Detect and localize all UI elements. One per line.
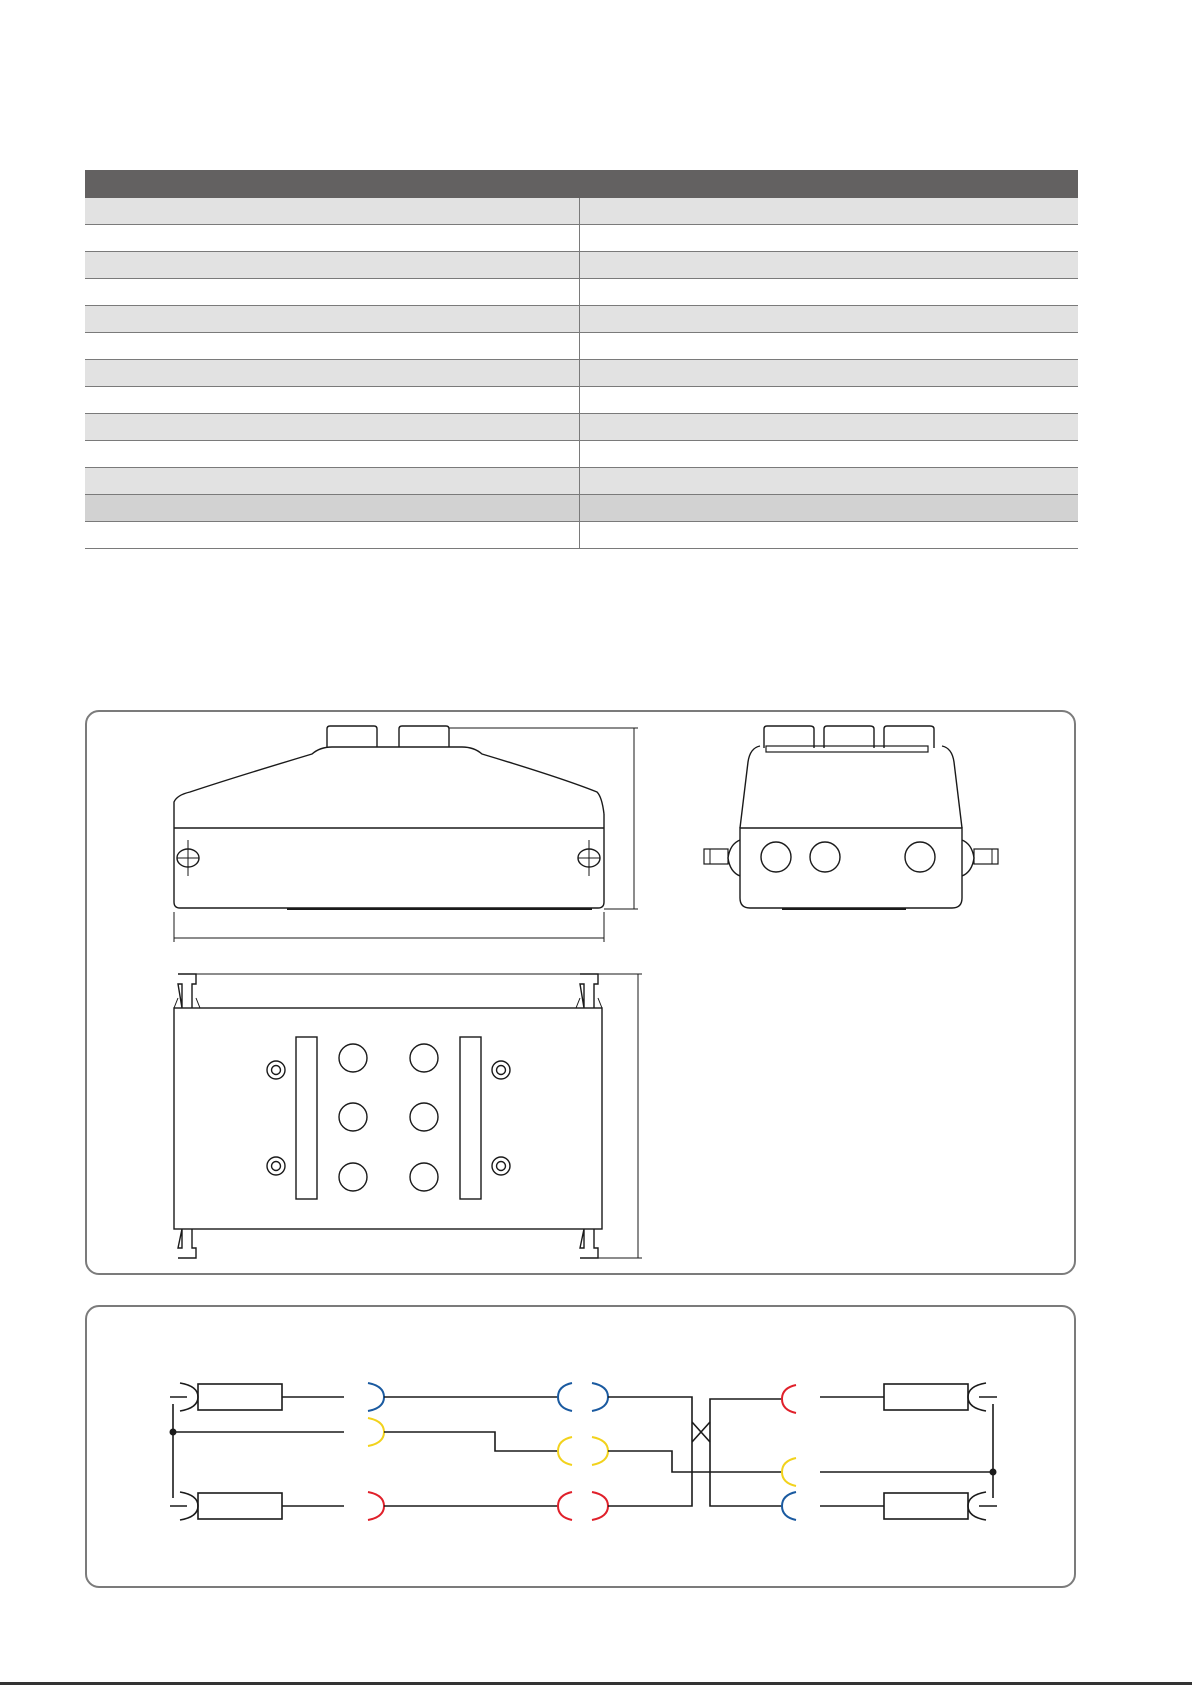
end-view [704, 726, 998, 909]
spec-row [85, 279, 1078, 306]
spec-value [580, 252, 1078, 278]
spec-label [85, 441, 580, 467]
spec-value [580, 468, 1078, 494]
spec-row [85, 468, 1078, 495]
spec-row [85, 306, 1078, 333]
spec-value [580, 225, 1078, 251]
spec-row [85, 441, 1078, 468]
spec-label [85, 522, 580, 548]
wiring-diagram-panel [85, 1305, 1076, 1588]
spec-label [85, 225, 580, 251]
spec-label [85, 306, 580, 332]
spec-table [85, 170, 1078, 549]
top-view [174, 974, 642, 1258]
connector-yellow-mid-b [592, 1437, 608, 1465]
spec-row [85, 198, 1078, 225]
spec-value [580, 414, 1078, 440]
spec-value [580, 387, 1078, 413]
spec-row [85, 360, 1078, 387]
spec-label [85, 198, 580, 224]
spec-row [85, 522, 1078, 549]
spec-value [580, 306, 1078, 332]
dimension-drawing-panel [85, 710, 1076, 1275]
connector-blue-left [368, 1383, 384, 1411]
spec-row [85, 414, 1078, 441]
connector-blue-right [782, 1492, 796, 1520]
spec-label [85, 252, 580, 278]
spec-label [85, 495, 580, 521]
spec-label [85, 333, 580, 359]
spec-value [580, 495, 1078, 521]
spec-table-body [85, 198, 1078, 549]
spec-value [580, 441, 1078, 467]
spec-value [580, 360, 1078, 386]
connector-red-mid-b [592, 1492, 608, 1520]
spec-label [85, 360, 580, 386]
spec-row [85, 225, 1078, 252]
connector-yellow-left [368, 1418, 384, 1446]
spec-value [580, 333, 1078, 359]
spec-value [580, 279, 1078, 305]
connector-blue-mid-b [592, 1383, 608, 1411]
spec-row [85, 387, 1078, 414]
spec-label [85, 387, 580, 413]
spec-table-header [85, 170, 1078, 198]
connector-red-right [782, 1385, 796, 1413]
wiring-diagram [170, 1383, 998, 1520]
connector-blue-mid-a [558, 1383, 572, 1411]
connector-yellow-right [782, 1458, 796, 1486]
connector-red-left [368, 1492, 384, 1520]
spec-value [580, 198, 1078, 224]
spec-label [85, 414, 580, 440]
spec-row [85, 333, 1078, 360]
spec-row [85, 252, 1078, 279]
spec-label [85, 468, 580, 494]
connector-red-mid-a [558, 1492, 572, 1520]
spec-row [85, 495, 1078, 522]
side-view [174, 726, 638, 942]
spec-value [580, 522, 1078, 548]
spec-label [85, 279, 580, 305]
connector-yellow-mid-a [558, 1437, 572, 1465]
